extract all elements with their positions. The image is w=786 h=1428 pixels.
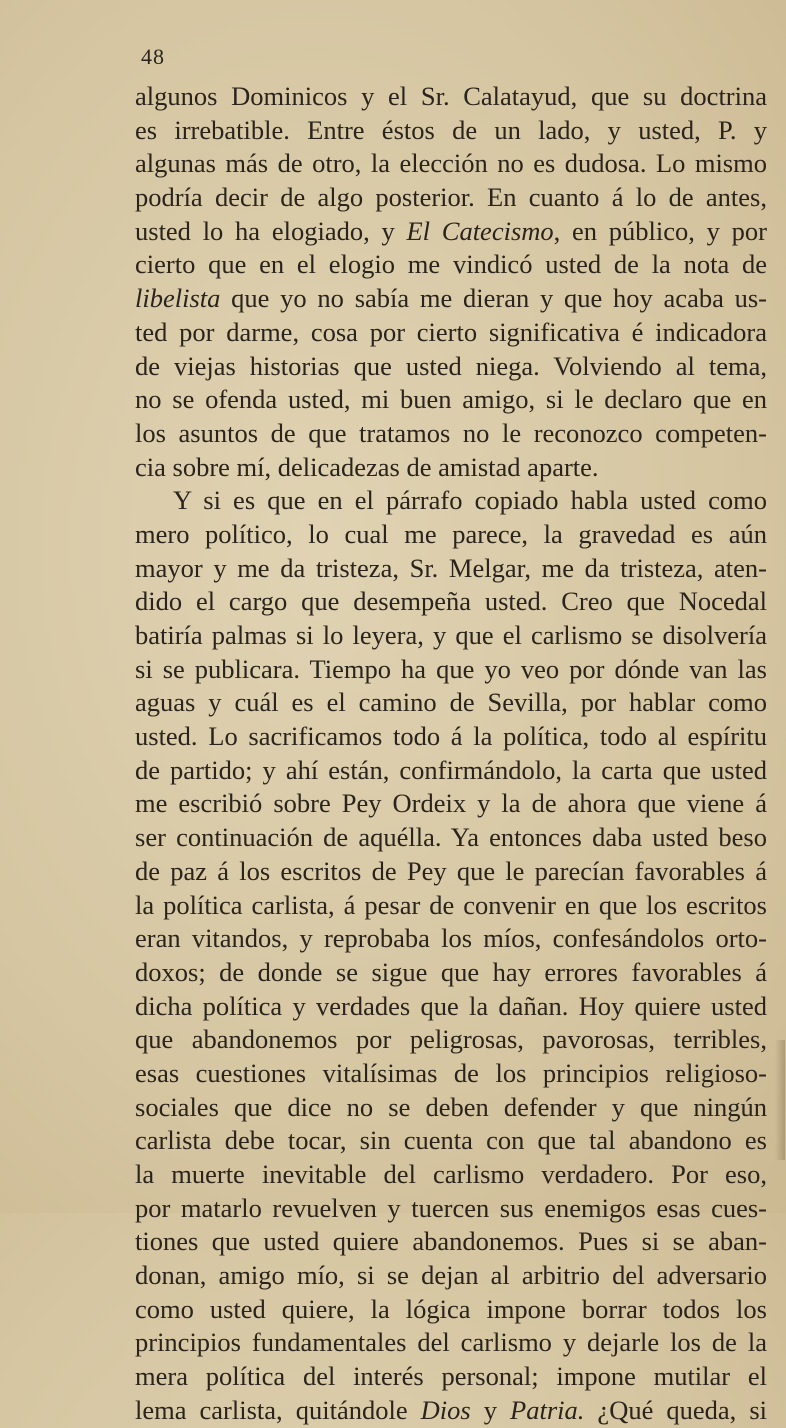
page-edge-shadow [775, 1040, 785, 1160]
text-line: es irrebatible. Entre éstos de un lado, y usted, P. y [135, 114, 767, 145]
page-number: 48 [141, 44, 165, 69]
text-line: podría decir de algo posterior. En cuanto á lo de antes, [135, 182, 767, 213]
text-line: sociales que dice no se deben defender y que ningún [135, 1091, 767, 1122]
text-line: principios fundamentales del carlismo y dejarle los de la [135, 1327, 767, 1358]
text-line: no se ofenda usted, mi buen amigo, si le declaro que en [135, 384, 767, 415]
text-line: donan, amigo mío, si se dejan al arbitrio del adversario [135, 1260, 767, 1291]
text-line: la política carlista, á pesar de convenir en que los escritos [135, 889, 767, 920]
text-line: dido el cargo que desempeña usted. Creo que Nocedal [135, 586, 767, 617]
text-line: doxos; de donde se sigue que hay errores favorables á [135, 956, 767, 987]
text-line: cierto que en el elogio me vindicó usted de la nota de [135, 249, 767, 280]
text-line: usted lo ha elogiado, y El Catecismo, en público, y por [135, 215, 767, 246]
text-line: algunas más de otro, la elección no es dudosa. Lo mismo [135, 148, 767, 179]
text-line: los asuntos de que tratamos no le reconozco competen- [135, 417, 767, 448]
text-line: batiría palmas si lo leyera, y que el carlismo se disolvería [135, 620, 767, 650]
text-line: algunos Dominicos y el Sr. Calatayud, que su doctrina [135, 81, 767, 111]
italic-phrase: Patria. [510, 1394, 585, 1425]
text-line: cia sobre mí, delicadezas de amistad aparte. [135, 451, 599, 482]
italic-phrase: libelista [135, 283, 221, 314]
text-line: por matarlo revuelven y tuercen sus enemigos esas cues- [135, 1192, 767, 1223]
italic-phrase: El Catecismo [406, 215, 554, 246]
text-line: carlista debe tocar, sin cuenta con que tal abandono es [135, 1125, 767, 1156]
body-text [135, 80, 767, 1428]
text-line: lema carlista, quitándole Dios y Patria. ¿Qué queda, si [135, 1394, 767, 1425]
text-line: de partido; y ahí están, confirmándolo, la carta que usted [135, 754, 767, 785]
text-line: tiones que usted quiere abandonemos. Pues si se aban- [135, 1226, 767, 1257]
text-line: esas cuestiones vitalísimas de los principios religioso- [135, 1057, 767, 1088]
text-line: eran vitandos, y reprobaba los míos, confesándolos orto- [135, 923, 767, 954]
text-line: ser continuación de aquélla. Ya entonces daba usted beso [135, 822, 767, 853]
text-line: la muerte inevitable del carlismo verdadero. Por eso, [135, 1159, 767, 1189]
text-line: de viejas historias que usted niega. Volviendo al tema, [135, 350, 767, 381]
text-line: mera política del interés personal; impone mutilar el [135, 1361, 767, 1392]
text-line: libelista que yo no sabía me dieran y que hoy acaba us- [135, 283, 767, 314]
text-line: ted por darme, cosa por cierto significativa é indicadora [135, 316, 767, 347]
text-line: que abandonemos por peligrosas, pavorosas, terribles, [135, 1024, 767, 1055]
italic-phrase: Dios [420, 1394, 471, 1425]
text-line: aguas y cuál es el camino de Sevilla, por hablar como [135, 687, 767, 718]
text-line: dicha política y verdades que la dañan. Hoy quiere usted [135, 990, 767, 1021]
text-line: si se publicara. Tiempo ha que yo veo por dónde van las [135, 653, 767, 684]
text-line: de paz á los escritos de Pey que le parecían favorables á [135, 855, 767, 886]
text-line: usted. Lo sacrificamos todo á la política, todo al espíritu [135, 721, 767, 752]
text-line: Y si es que en el párrafo copiado habla usted como [173, 485, 767, 516]
text-line: mayor y me da tristeza, Sr. Melgar, me da tristeza, aten- [135, 552, 767, 583]
text-line: como usted quiere, la lógica impone borrar todos los [135, 1293, 767, 1324]
text-line: mero político, lo cual me parece, la gravedad es aún [135, 518, 767, 549]
text-line: me escribió sobre Pey Ordeix y la de ahora que viene á [135, 788, 767, 819]
